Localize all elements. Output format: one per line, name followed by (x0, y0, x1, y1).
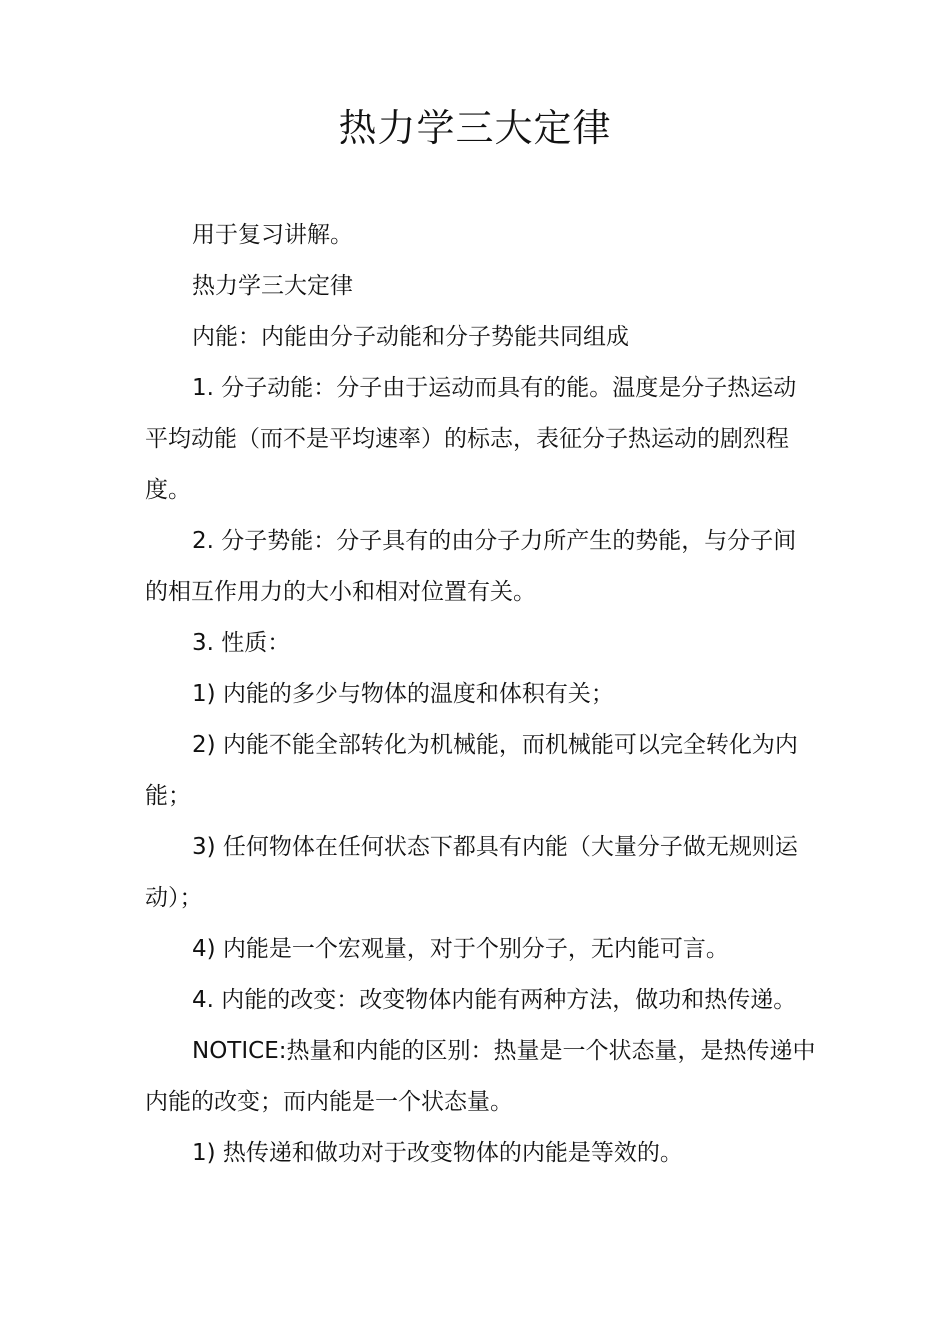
paragraph-notice: NOTICE:热量和内能的区别：热量是一个状态量，是热传递中内能的改变；而内能是一个状态量。 (145, 1038, 816, 1115)
document-title: 热力学三大定律 (338, 106, 612, 150)
paragraph-energy-change: 4. 内能的改变：改变物体内能有两种方法，做功和热传递。 (192, 987, 797, 1013)
paragraph-equivalence: 1) 热传递和做功对于改变物体的内能是等效的。 (192, 1140, 683, 1166)
paragraph-kinetic-energy: 1. 分子动能：分子由于运动而具有的能。温度是分子热运动平均动能（而不是平均速率）的标志，表征分子热运动的剧烈程度。 (145, 375, 797, 503)
paragraph-potential-energy: 2. 分子势能：分子具有的由分子力所产生的势能，与分子间的相互作用力的大小和相对位置有关。 (145, 528, 797, 605)
paragraph-property-4: 4) 内能是一个宏观量，对于个别分子，无内能可言。 (192, 936, 729, 962)
paragraph-property-3: 3) 任何物体在任何状态下都具有内能（大量分子做无规则运动）； (145, 834, 798, 911)
paragraph-property-2: 2) 内能不能全部转化为机械能，而机械能可以完全转化为内能； (145, 732, 798, 809)
paragraph-internal-energy: 内能：内能由分子动能和分子势能共同组成 (192, 324, 629, 350)
paragraph-subtitle: 热力学三大定律 (192, 273, 353, 299)
paragraph-intro: 用于复习讲解。 (192, 222, 353, 248)
paragraph-properties-heading: 3. 性质： (192, 630, 291, 656)
paragraph-property-1: 1) 内能的多少与物体的温度和体积有关； (192, 681, 614, 707)
document-body (145, 210, 817, 1179)
